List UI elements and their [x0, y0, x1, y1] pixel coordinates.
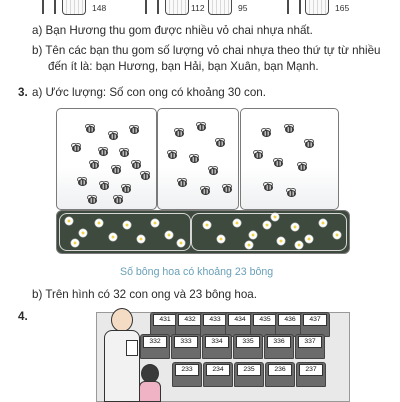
bee-icon: [112, 195, 122, 203]
question-3-number: 3.: [18, 86, 28, 99]
flower-icon: [203, 221, 211, 229]
bee-icon: [130, 160, 140, 168]
flower-icon: [277, 237, 285, 245]
ticket-icon: [126, 340, 138, 356]
answer-a-line: a) Bạn Hương thu gom được nhiều vỏ chai nhựa nhất.: [32, 24, 313, 37]
question-4-number: 4.: [18, 310, 28, 323]
bee-icon: [199, 186, 209, 194]
seat-number-label: 336: [267, 336, 291, 348]
bee-icon: [214, 138, 224, 146]
bee-icon: [70, 143, 80, 151]
seat-number-label: 333: [174, 336, 198, 348]
bee-icon: [120, 184, 130, 192]
flower-icon: [271, 213, 279, 221]
bee-icon: [128, 125, 138, 133]
bin-icon: [305, 0, 329, 15]
bee-icon: [283, 124, 293, 132]
seat-number-label: 235: [237, 364, 261, 376]
flower-icon: [109, 233, 117, 241]
flower-strip: [56, 210, 350, 254]
flower-icon: [305, 235, 313, 243]
question-3a-text: a) Ước lượng: Số con ong có khoảng 30 con.: [32, 86, 266, 99]
bee-icon: [188, 154, 198, 162]
flower-icon: [123, 221, 131, 229]
seat-number-label: 431: [153, 314, 177, 326]
bee-icon: [76, 177, 86, 185]
flower-icon: [177, 239, 185, 247]
count-manh: 165: [335, 3, 350, 13]
flower-icon: [291, 223, 299, 231]
bee-icon: [110, 165, 120, 173]
seat-number-label: 437: [303, 314, 327, 326]
seat-number-label: 234: [206, 364, 230, 376]
flower-icon: [217, 235, 225, 243]
bee-icon: [221, 184, 231, 192]
answer-b-line2: đến ít là: bạn Hương, bạn Hải, bạn Xuân, bạn Mạnh.: [48, 60, 319, 73]
bee-icon: [176, 178, 186, 186]
bee-icon: [88, 160, 98, 168]
bee-icon: [303, 139, 313, 147]
bee-icon: [252, 150, 262, 158]
seat-number-label: 433: [203, 314, 227, 326]
bee-icon: [98, 181, 108, 189]
seat-number-label: 432: [178, 314, 202, 326]
flower-icon: [165, 231, 173, 239]
seat-number-label: 434: [228, 314, 252, 326]
bee-icon: [262, 182, 272, 190]
seat-number-label: 436: [278, 314, 302, 326]
seat-number-label: 237: [299, 364, 323, 376]
person-legs: [42, 0, 56, 14]
flower-icon: [95, 219, 103, 227]
bin-icon: [165, 0, 189, 15]
question-3b-text: b) Trên hình có 32 con ong và 23 bông hoa.: [32, 288, 257, 301]
bin-icon: [208, 0, 232, 15]
child-body: [139, 381, 161, 402]
flower-icon: [263, 221, 271, 229]
bee-icon: [173, 128, 183, 136]
flower-icon: [319, 219, 327, 227]
bee-icon: [166, 150, 176, 158]
flower-icon: [245, 241, 253, 249]
person-legs: [145, 0, 159, 14]
bee-icon: [285, 188, 295, 196]
bee-icon: [118, 148, 128, 156]
answer-b-line1: b) Tên các bạn thu gom số lượng vỏ chai nhựa theo thứ tự từ nhiều: [32, 44, 381, 57]
bee-icon: [272, 158, 282, 166]
flower-icon: [79, 229, 87, 237]
bee-icon: [296, 162, 306, 170]
flower-icon: [233, 219, 241, 227]
bee-icon: [139, 171, 149, 179]
seat-number-label: 334: [205, 336, 229, 348]
flower-icon: [151, 219, 159, 227]
bee-icon: [97, 147, 107, 155]
flower-icon: [295, 241, 303, 249]
bee-icon: [86, 195, 96, 203]
flower-icon: [71, 239, 79, 247]
flower-icon: [333, 231, 341, 239]
seat-number-label: 332: [143, 336, 167, 348]
father-head: [111, 308, 133, 332]
count-xuan: 95: [238, 3, 248, 13]
flower-caption: Số bông hoa có khoảng 23 bông: [120, 266, 274, 278]
person-legs: [287, 0, 301, 14]
flower-icon: [65, 217, 73, 225]
bin-icon: [62, 0, 86, 15]
bee-panel-left: [56, 108, 157, 210]
flower-icon: [249, 231, 257, 239]
seat-number-label: 233: [175, 364, 199, 376]
bee-icon: [107, 131, 117, 139]
flower-icon: [137, 235, 145, 243]
seat-number-label: 236: [268, 364, 292, 376]
count-hai: 112: [191, 3, 205, 13]
seat-number-label: 435: [253, 314, 277, 326]
bee-icon: [195, 122, 205, 130]
count-huong: 148: [92, 3, 107, 13]
bee-icon: [84, 124, 94, 132]
seat-number-label: 337: [298, 336, 322, 348]
bee-icon: [207, 166, 217, 174]
seat-number-label: 335: [236, 336, 260, 348]
bee-icon: [260, 128, 270, 136]
